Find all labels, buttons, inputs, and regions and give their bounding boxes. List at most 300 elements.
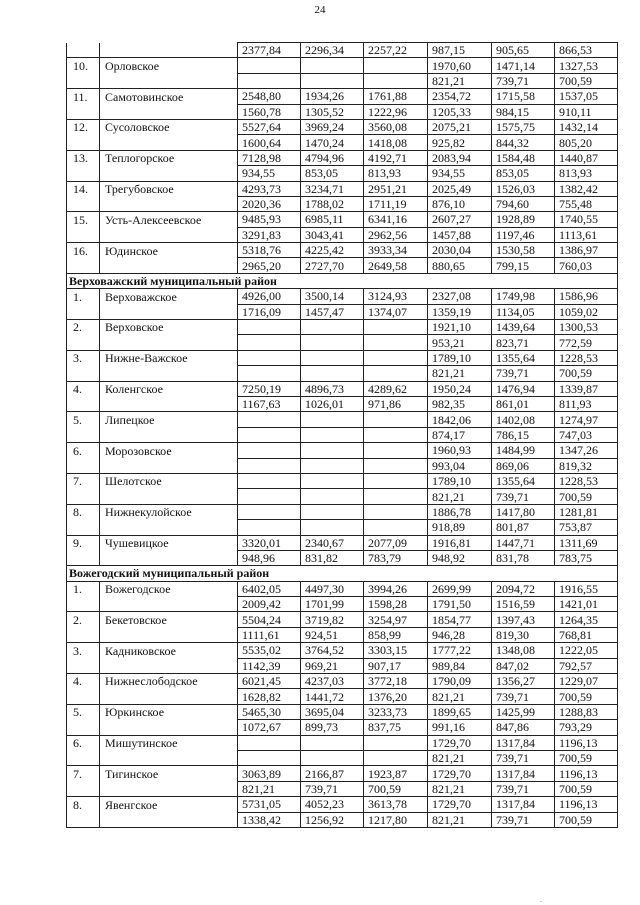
value-cell: 1256,92 xyxy=(301,812,364,827)
settlement-name xyxy=(100,427,238,442)
value-cell: 993,04 xyxy=(428,458,492,473)
settlement-name: Липецкое xyxy=(100,412,238,427)
value-cell: 948,96 xyxy=(238,550,301,565)
value-cell: 1217,80 xyxy=(364,812,428,827)
value-cell: 1281,81 xyxy=(555,504,618,519)
value-cell: 1111,61 xyxy=(238,627,301,642)
page-number: 24 xyxy=(314,4,326,16)
value-cell: 982,35 xyxy=(428,396,492,411)
value-cell: 1311,69 xyxy=(555,535,618,550)
table-row-continuation xyxy=(67,750,618,765)
row-index: 16. xyxy=(67,243,100,258)
value-cell: 821,21 xyxy=(428,781,492,796)
value-cell: 3933,34 xyxy=(364,243,428,258)
value-cell: 989,84 xyxy=(428,658,492,673)
value-cell: 925,82 xyxy=(428,135,492,150)
value-cell: 700,59 xyxy=(555,489,618,504)
value-cell: 987,15 xyxy=(428,43,492,58)
settlement-name xyxy=(100,73,238,88)
settlement-name: Коленгское xyxy=(100,381,238,396)
value-cell: 3043,41 xyxy=(301,227,364,242)
value-cell: 821,21 xyxy=(428,489,492,504)
value-cell: 1701,99 xyxy=(301,597,364,612)
settlement-name xyxy=(100,396,238,411)
table-row-continuation xyxy=(67,135,618,150)
value-cell: 1598,28 xyxy=(364,597,428,612)
value-cell: 1711,19 xyxy=(364,196,428,211)
value-cell: 792,57 xyxy=(555,658,618,673)
settlement-name: Шелотское xyxy=(100,473,238,488)
value-cell: 821,21 xyxy=(238,781,301,796)
value-cell: 1386,97 xyxy=(555,243,618,258)
value-cell: 700,59 xyxy=(555,781,618,796)
value-cell: 739,71 xyxy=(492,812,555,827)
value-cell: 847,02 xyxy=(492,658,555,673)
row-index: 4. xyxy=(67,674,100,689)
value-cell: 2962,56 xyxy=(364,227,428,242)
value-cell xyxy=(301,489,364,504)
value-cell: 1516,59 xyxy=(492,597,555,612)
value-cell xyxy=(238,73,301,88)
value-cell xyxy=(301,350,364,365)
value-cell: 1791,50 xyxy=(428,597,492,612)
value-cell: 948,92 xyxy=(428,550,492,565)
value-cell: 2699,99 xyxy=(428,581,492,596)
value-cell: 821,21 xyxy=(428,750,492,765)
value-cell: 1417,80 xyxy=(492,504,555,519)
value-cell xyxy=(238,750,301,765)
value-cell: 1374,07 xyxy=(364,304,428,319)
value-cell: 861,01 xyxy=(492,396,555,411)
value-cell: 1134,05 xyxy=(492,304,555,319)
value-cell: 1842,06 xyxy=(428,412,492,427)
value-cell xyxy=(364,735,428,750)
value-cell: 1584,48 xyxy=(492,150,555,165)
value-cell: 3303,15 xyxy=(364,643,428,658)
value-cell: 1761,88 xyxy=(364,89,428,104)
settlement-name xyxy=(100,750,238,765)
table-row xyxy=(67,443,618,458)
value-cell: 1317,84 xyxy=(492,797,555,812)
value-cell xyxy=(238,366,301,381)
settlement-name: Чушевицкое xyxy=(100,535,238,550)
value-cell: 700,59 xyxy=(555,812,618,827)
value-cell: 811,93 xyxy=(555,396,618,411)
row-index: 1. xyxy=(67,581,100,596)
value-cell: 1397,43 xyxy=(492,612,555,627)
table-row xyxy=(67,612,618,627)
table-row-continuation xyxy=(67,597,618,612)
value-cell: 1026,01 xyxy=(301,396,364,411)
value-cell: 1788,02 xyxy=(301,196,364,211)
value-cell: 700,59 xyxy=(555,366,618,381)
settlement-name xyxy=(100,366,238,381)
value-cell xyxy=(301,520,364,535)
table-row-continuation xyxy=(67,196,618,211)
value-cell: 3994,26 xyxy=(364,581,428,596)
value-cell: 1916,81 xyxy=(428,535,492,550)
row-index: 1. xyxy=(67,289,100,304)
value-cell: 739,71 xyxy=(492,781,555,796)
value-cell: 1355,64 xyxy=(492,473,555,488)
table-row-continuation xyxy=(67,458,618,473)
value-cell xyxy=(364,504,428,519)
value-cell: 899,73 xyxy=(301,720,364,735)
row-index xyxy=(67,427,100,442)
value-cell xyxy=(364,335,428,350)
value-cell xyxy=(364,366,428,381)
row-index xyxy=(67,720,100,735)
settlement-name xyxy=(100,658,238,673)
value-cell: 1274,97 xyxy=(555,412,618,427)
value-cell: 3772,18 xyxy=(364,674,428,689)
value-cell: 4192,71 xyxy=(364,150,428,165)
value-cell: 1777,22 xyxy=(428,643,492,658)
value-cell: 747,03 xyxy=(555,427,618,442)
row-index xyxy=(67,43,100,58)
value-cell: 1317,84 xyxy=(492,766,555,781)
table-row xyxy=(67,581,618,596)
value-cell: 1526,03 xyxy=(492,181,555,196)
settlement-name xyxy=(100,458,238,473)
value-cell: 823,71 xyxy=(492,335,555,350)
table-row-continuation xyxy=(67,689,618,704)
value-cell: 1447,71 xyxy=(492,535,555,550)
value-cell: 2327,08 xyxy=(428,289,492,304)
value-cell: 768,81 xyxy=(555,627,618,642)
value-cell: 819,30 xyxy=(492,627,555,642)
value-cell: 1359,19 xyxy=(428,304,492,319)
value-cell: 4052,23 xyxy=(301,797,364,812)
value-cell: 2083,94 xyxy=(428,150,492,165)
value-cell: 1356,27 xyxy=(492,674,555,689)
row-index: 3. xyxy=(67,350,100,365)
table-row-continuation xyxy=(67,550,618,565)
value-cell: 1921,10 xyxy=(428,320,492,335)
table-row-continuation xyxy=(67,427,618,442)
table-row xyxy=(67,704,618,719)
value-cell: 786,15 xyxy=(492,427,555,442)
table-row xyxy=(67,674,618,689)
value-cell: 821,21 xyxy=(428,366,492,381)
value-cell: 869,06 xyxy=(492,458,555,473)
value-cell: 1418,08 xyxy=(364,135,428,150)
value-cell xyxy=(238,335,301,350)
settlement-name: Мишутинское xyxy=(100,735,238,750)
value-cell xyxy=(301,458,364,473)
value-cell: 1457,88 xyxy=(428,227,492,242)
value-cell: 801,87 xyxy=(492,520,555,535)
row-index: 8. xyxy=(67,504,100,519)
value-cell xyxy=(301,427,364,442)
value-cell: 2257,22 xyxy=(364,43,428,58)
value-cell: 1300,53 xyxy=(555,320,618,335)
settlement-name: Верховажское xyxy=(100,289,238,304)
settlement-name xyxy=(100,135,238,150)
value-cell: 3124,93 xyxy=(364,289,428,304)
value-cell: 3291,83 xyxy=(238,227,301,242)
value-cell: 3063,89 xyxy=(238,766,301,781)
value-cell: 3560,08 xyxy=(364,119,428,134)
table-row xyxy=(67,181,618,196)
row-index xyxy=(67,627,100,642)
value-cell xyxy=(301,58,364,73)
section-title: Вожегодский муниципальный район xyxy=(67,566,618,581)
settlement-name xyxy=(100,627,238,642)
value-cell: 1439,64 xyxy=(492,320,555,335)
value-cell: 1072,67 xyxy=(238,720,301,735)
value-cell xyxy=(238,412,301,427)
table-body xyxy=(67,43,618,828)
value-cell: 1228,53 xyxy=(555,473,618,488)
value-cell: 905,65 xyxy=(492,43,555,58)
value-cell: 1059,02 xyxy=(555,304,618,319)
value-cell: 1222,05 xyxy=(555,643,618,658)
value-cell: 2607,27 xyxy=(428,212,492,227)
row-index: 6. xyxy=(67,735,100,750)
value-cell: 1950,24 xyxy=(428,381,492,396)
section-title: Верховажский муниципальный район xyxy=(67,273,618,288)
value-cell: 1749,98 xyxy=(492,289,555,304)
value-cell: 783,75 xyxy=(555,550,618,565)
value-cell: 3695,04 xyxy=(301,704,364,719)
value-cell: 739,71 xyxy=(492,489,555,504)
value-cell: 7128,98 xyxy=(238,150,301,165)
settlement-name xyxy=(100,227,238,242)
value-cell: 3719,82 xyxy=(301,612,364,627)
value-cell xyxy=(364,750,428,765)
row-index: 3. xyxy=(67,643,100,658)
settlement-name: Юркинское xyxy=(100,704,238,719)
value-cell: 1789,10 xyxy=(428,473,492,488)
value-cell xyxy=(364,427,428,442)
value-cell xyxy=(238,489,301,504)
value-cell xyxy=(238,320,301,335)
settlement-name xyxy=(100,166,238,181)
value-cell: 4225,42 xyxy=(301,243,364,258)
table-row-continuation xyxy=(67,43,618,58)
settlement-name xyxy=(100,104,238,119)
value-cell: 700,59 xyxy=(364,781,428,796)
table-row xyxy=(67,89,618,104)
settlement-name: Нижнекулойское xyxy=(100,504,238,519)
value-cell xyxy=(364,458,428,473)
value-cell: 2377,84 xyxy=(238,43,301,58)
value-cell: 2009,42 xyxy=(238,597,301,612)
value-cell xyxy=(301,443,364,458)
value-cell: 3234,71 xyxy=(301,181,364,196)
value-cell: 1196,13 xyxy=(555,735,618,750)
row-index xyxy=(67,550,100,565)
value-cell: 844,32 xyxy=(492,135,555,150)
value-cell: 1484,99 xyxy=(492,443,555,458)
value-cell: 2727,70 xyxy=(301,258,364,273)
table-row-continuation xyxy=(67,73,618,88)
settlement-name: Вожегодское xyxy=(100,581,238,596)
value-cell: 880,65 xyxy=(428,258,492,273)
row-index xyxy=(67,520,100,535)
row-index xyxy=(67,166,100,181)
value-cell xyxy=(238,427,301,442)
row-index xyxy=(67,689,100,704)
row-index xyxy=(67,658,100,673)
value-cell: 4293,73 xyxy=(238,181,301,196)
value-cell: 1355,64 xyxy=(492,350,555,365)
table-row xyxy=(67,350,618,365)
value-cell: 837,75 xyxy=(364,720,428,735)
row-index: 7. xyxy=(67,473,100,488)
value-cell: 1348,08 xyxy=(492,643,555,658)
value-cell xyxy=(364,412,428,427)
value-cell xyxy=(301,320,364,335)
value-cell: 739,71 xyxy=(492,750,555,765)
value-cell: 2649,58 xyxy=(364,258,428,273)
value-cell xyxy=(301,412,364,427)
value-cell: 1886,78 xyxy=(428,504,492,519)
value-cell: 753,87 xyxy=(555,520,618,535)
value-cell: 2354,72 xyxy=(428,89,492,104)
value-cell: 1916,55 xyxy=(555,581,618,596)
value-cell: 853,05 xyxy=(492,166,555,181)
value-cell: 1729,70 xyxy=(428,797,492,812)
settlement-name: Морозовское xyxy=(100,443,238,458)
value-cell: 969,21 xyxy=(301,658,364,673)
value-cell: 1530,58 xyxy=(492,243,555,258)
value-cell: 6341,16 xyxy=(364,212,428,227)
value-cell: 1142,39 xyxy=(238,658,301,673)
table-row xyxy=(67,320,618,335)
value-cell: 1789,10 xyxy=(428,350,492,365)
value-cell: 813,93 xyxy=(364,166,428,181)
settlement-name: Кадниковское xyxy=(100,643,238,658)
value-cell: 1347,26 xyxy=(555,443,618,458)
value-cell: 1457,47 xyxy=(301,304,364,319)
settlement-name xyxy=(100,43,238,58)
value-cell xyxy=(364,473,428,488)
value-cell: 847,86 xyxy=(492,720,555,735)
table-row xyxy=(67,735,618,750)
table-row-continuation xyxy=(67,520,618,535)
value-cell xyxy=(238,458,301,473)
value-cell: 2030,04 xyxy=(428,243,492,258)
settlement-name xyxy=(100,720,238,735)
settlement-name xyxy=(100,550,238,565)
value-cell xyxy=(301,504,364,519)
row-index xyxy=(67,196,100,211)
row-index: 14. xyxy=(67,181,100,196)
value-cell: 1339,87 xyxy=(555,381,618,396)
value-cell xyxy=(238,350,301,365)
settlement-name: Трегубовское xyxy=(100,181,238,196)
table-row-continuation xyxy=(67,720,618,735)
value-cell: 866,53 xyxy=(555,43,618,58)
value-cell xyxy=(238,520,301,535)
value-cell xyxy=(238,504,301,519)
row-index: 9. xyxy=(67,535,100,550)
settlement-name: Орловское xyxy=(100,58,238,73)
table-row xyxy=(67,58,618,73)
row-index xyxy=(67,458,100,473)
value-cell: 2025,49 xyxy=(428,181,492,196)
value-cell: 876,10 xyxy=(428,196,492,211)
value-cell: 6402,05 xyxy=(238,581,301,596)
value-cell: 5535,02 xyxy=(238,643,301,658)
value-cell: 2020,36 xyxy=(238,196,301,211)
row-index: 7. xyxy=(67,766,100,781)
value-cell: 1441,72 xyxy=(301,689,364,704)
settlement-name xyxy=(100,597,238,612)
value-cell: 831,82 xyxy=(301,550,364,565)
value-cell: 2166,87 xyxy=(301,766,364,781)
value-cell: 739,71 xyxy=(492,366,555,381)
value-cell: 1470,24 xyxy=(301,135,364,150)
value-cell: 819,32 xyxy=(555,458,618,473)
value-cell: 3613,78 xyxy=(364,797,428,812)
section-row xyxy=(67,566,618,581)
value-cell: 1382,42 xyxy=(555,181,618,196)
row-index xyxy=(67,489,100,504)
row-index xyxy=(67,366,100,381)
table-row xyxy=(67,243,618,258)
value-cell: 1715,58 xyxy=(492,89,555,104)
value-cell: 1854,77 xyxy=(428,612,492,627)
value-cell: 5731,05 xyxy=(238,797,301,812)
value-cell: 2296,34 xyxy=(301,43,364,58)
row-index xyxy=(67,812,100,827)
value-cell: 946,28 xyxy=(428,627,492,642)
table-row xyxy=(67,289,618,304)
value-cell: 1317,84 xyxy=(492,735,555,750)
settlement-name: Усть-Алексеевское xyxy=(100,212,238,227)
value-cell: 1167,63 xyxy=(238,396,301,411)
settlement-name: Нижне-Важское xyxy=(100,350,238,365)
row-index: 2. xyxy=(67,320,100,335)
value-cell: 5318,76 xyxy=(238,243,301,258)
value-cell: 2340,67 xyxy=(301,535,364,550)
row-index xyxy=(67,750,100,765)
table-row-continuation xyxy=(67,304,618,319)
value-cell: 1729,70 xyxy=(428,735,492,750)
value-cell: 1628,82 xyxy=(238,689,301,704)
settlement-name xyxy=(100,489,238,504)
table-row-continuation xyxy=(67,812,618,827)
settlement-name: Явенгское xyxy=(100,797,238,812)
table-row-continuation xyxy=(67,489,618,504)
settlement-name xyxy=(100,689,238,704)
value-cell: 1923,87 xyxy=(364,766,428,781)
table-row xyxy=(67,766,618,781)
value-cell: 2548,80 xyxy=(238,89,301,104)
row-index xyxy=(67,304,100,319)
value-cell: 700,59 xyxy=(555,73,618,88)
table-row xyxy=(67,212,618,227)
value-cell xyxy=(364,350,428,365)
value-cell: 1222,96 xyxy=(364,104,428,119)
table-row-continuation xyxy=(67,781,618,796)
table-row xyxy=(67,473,618,488)
row-index xyxy=(67,104,100,119)
value-cell: 953,21 xyxy=(428,335,492,350)
value-cell: 853,05 xyxy=(301,166,364,181)
value-cell: 1205,33 xyxy=(428,104,492,119)
value-cell: 1934,26 xyxy=(301,89,364,104)
value-cell xyxy=(301,73,364,88)
value-cell: 1729,70 xyxy=(428,766,492,781)
value-cell: 5504,24 xyxy=(238,612,301,627)
value-cell: 1928,89 xyxy=(492,212,555,227)
row-index: 10. xyxy=(67,58,100,73)
table-row-continuation xyxy=(67,396,618,411)
